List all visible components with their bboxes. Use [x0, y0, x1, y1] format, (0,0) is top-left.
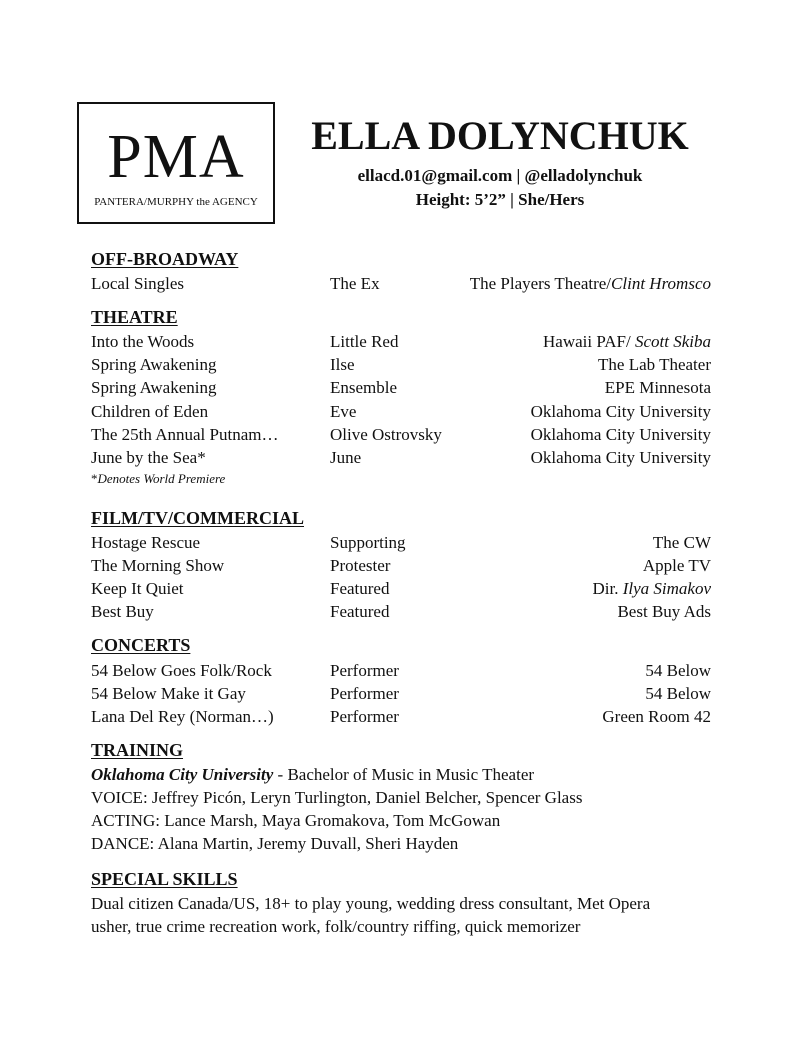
- credit-show: 54 Below Goes Folk/Rock: [91, 661, 272, 680]
- credit-role: Supporting: [330, 533, 406, 552]
- credit-show: Spring Awakening: [91, 378, 217, 397]
- credit-row: [91, 376, 711, 399]
- credit-role: Ensemble: [330, 378, 398, 397]
- training-school: Oklahoma City University: [91, 765, 274, 784]
- credit-venue: Apple TV: [642, 556, 711, 575]
- credit-show: Spring Awakening: [91, 355, 217, 374]
- credit-venue: The CW: [652, 533, 711, 552]
- credit-row: [91, 330, 711, 353]
- credit-venue: The Lab Theater: [598, 355, 711, 374]
- credit-role: The Ex: [330, 274, 380, 293]
- credit-row: [91, 531, 711, 554]
- credit-row: [91, 554, 711, 577]
- credit-venue: Dir. Ilya Simakov: [592, 579, 711, 598]
- credit-role: Little Red: [330, 332, 399, 351]
- logo-mark: PMA: [107, 123, 245, 191]
- credit-show: Into the Woods: [91, 332, 195, 351]
- credit-venue: 54 Below: [645, 684, 711, 703]
- credit-row: [91, 600, 711, 623]
- training-acting: ACTING: Lance Marsh, Maya Gromakova, Tom McGowan: [91, 811, 501, 830]
- training-degree: Oklahoma City University - Bachelor of Music in Music Theater: [91, 765, 535, 784]
- credit-show: Best Buy: [91, 602, 154, 621]
- section-title-training: TRAINING: [91, 740, 184, 760]
- credit-venue: Green Room 42: [602, 707, 711, 726]
- skills-line: usher, true crime recreation work, folk/country riffing, quick memorizer: [91, 917, 581, 936]
- credit-role: June: [330, 448, 362, 467]
- credit-show: The Morning Show: [91, 556, 225, 575]
- logo-agency-name: PANTERA/MURPHY the AGENCY: [94, 196, 258, 208]
- credit-role: Olive Ostrovsky: [330, 425, 442, 444]
- agency-logo: [77, 102, 275, 224]
- credit-row: [91, 400, 711, 423]
- credit-show: 54 Below Make it Gay: [91, 684, 246, 703]
- credit-row: [91, 446, 711, 469]
- credit-row: [91, 659, 711, 682]
- credit-role: Ilse: [330, 355, 355, 374]
- credit-role: Featured: [330, 602, 390, 621]
- credit-show: Children of Eden: [91, 402, 209, 421]
- training-dance: DANCE: Alana Martin, Jeremy Duvall, Sheri Hayden: [91, 834, 459, 853]
- credit-venue: Oklahoma City University: [530, 448, 711, 467]
- credit-show: Keep It Quiet: [91, 579, 184, 598]
- credit-role: Featured: [330, 579, 390, 598]
- credit-row: [91, 705, 711, 728]
- credit-role: Eve: [330, 402, 357, 421]
- credit-show: Lana Del Rey (Norman…): [91, 707, 274, 726]
- credit-row: [91, 577, 711, 600]
- credit-show: The 25th Annual Putnam…: [91, 425, 279, 444]
- credit-venue: Oklahoma City University: [530, 425, 711, 444]
- credit-role: Protester: [330, 556, 391, 575]
- credit-venue: Oklahoma City University: [530, 402, 711, 421]
- credit-show: Local Singles: [91, 274, 185, 293]
- credit-role: Performer: [330, 684, 399, 703]
- credit-role: Performer: [330, 707, 399, 726]
- credit-venue: Best Buy Ads: [617, 602, 711, 621]
- credit-row: [91, 682, 711, 705]
- contact-info: ellacd.01@gmail.com | @elladolynchuk: [357, 166, 643, 185]
- credit-venue: 54 Below: [645, 661, 711, 680]
- credit-venue: EPE Minnesota: [604, 378, 711, 397]
- training-voice: VOICE: Jeffrey Picón, Leryn Turlington, Daniel Belcher, Spencer Glass: [91, 788, 583, 807]
- section-title-theatre: THEATRE: [91, 307, 178, 327]
- section-title-concerts: CONCERTS: [91, 635, 191, 655]
- credit-row: [91, 353, 711, 376]
- actor-name: ELLA DOLYNCHUK: [311, 113, 689, 158]
- skills-line: Dual citizen Canada/US, 18+ to play young, wedding dress consultant, Met Opera: [91, 894, 651, 913]
- section-title-film-tv: FILM/TV/COMMERCIAL: [91, 508, 304, 528]
- credit-row: [91, 272, 711, 295]
- section-title-special-skills: SPECIAL SKILLS: [91, 869, 238, 889]
- height-pronouns: Height: 5’2” | She/Hers: [415, 190, 585, 209]
- credit-venue: The Players Theatre/Clint Hromsco: [469, 274, 711, 293]
- credit-role: Performer: [330, 661, 399, 680]
- section-title-off-broadway: OFF-BROADWAY: [91, 249, 239, 269]
- credit-venue: Hawaii PAF/ Scott Skiba: [543, 332, 711, 351]
- credit-show: June by the Sea*: [91, 448, 206, 467]
- credit-row: [91, 423, 711, 446]
- credit-show: Hostage Rescue: [91, 533, 201, 552]
- world-premiere-note: *Denotes World Premiere: [91, 471, 226, 486]
